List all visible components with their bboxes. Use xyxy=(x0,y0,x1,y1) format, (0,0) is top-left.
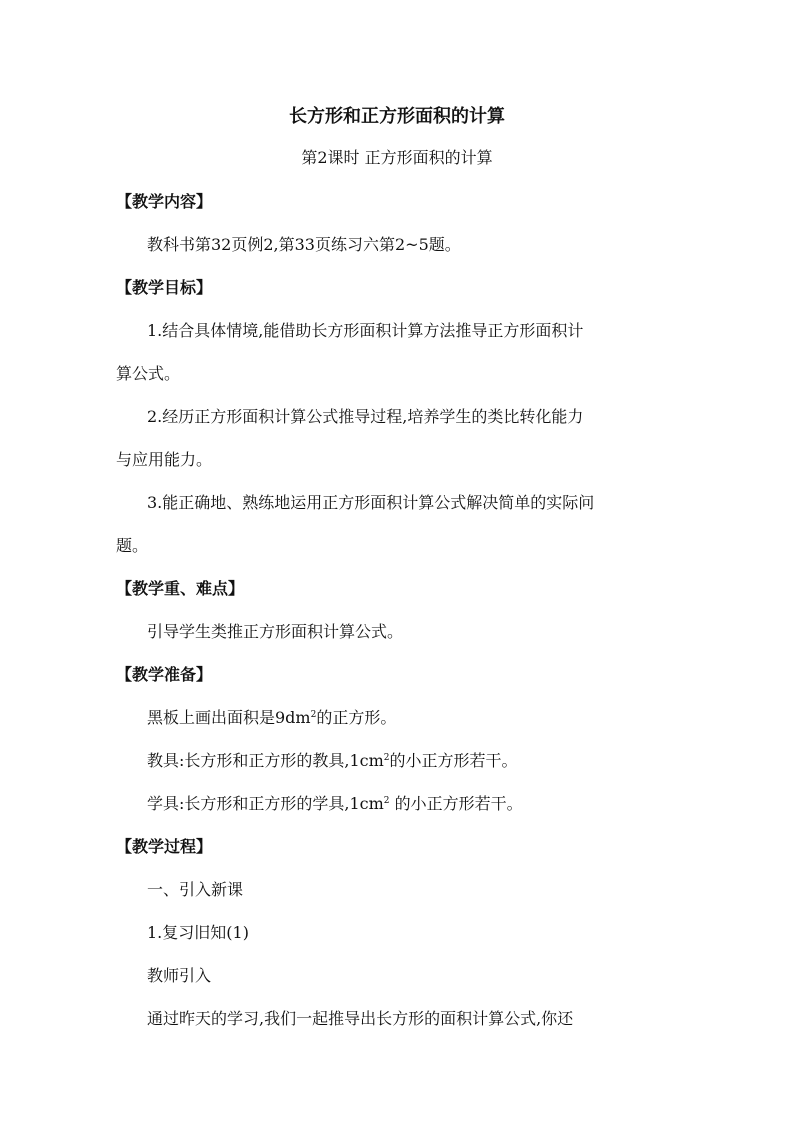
preparation-item-1 xyxy=(147,707,396,729)
preparation-heading: 【教学准备】 xyxy=(116,665,213,684)
lesson-subtitle: 第2课时 正方形面积的计算 xyxy=(301,148,493,167)
preparation-item-2-text-b: 的小正方形若干。 xyxy=(389,751,518,770)
content-text: 教科书第32页例2,第33页练习六第2~5题。 xyxy=(147,235,461,254)
preparation-item-3 xyxy=(147,793,523,815)
preparation-item-1-text-a: 黑板上画出面积是9dm xyxy=(147,708,311,727)
process-heading: 【教学过程】 xyxy=(116,837,213,856)
goal-1-line-2: 算公式。 xyxy=(116,364,181,383)
preparation-item-1-text-b: 的正方形。 xyxy=(316,708,397,727)
process-step-1: 一、引入新课 xyxy=(147,880,244,899)
key-points-text: 引导学生类推正方形面积计算公式。 xyxy=(147,622,404,641)
content-heading: 【教学内容】 xyxy=(116,192,213,211)
goals-heading: 【教学目标】 xyxy=(116,278,213,297)
goal-1-line-1: 1.结合具体情境,能借助长方形面积计算方法推导正方形面积计 xyxy=(147,321,584,340)
preparation-item-2-text-a: 教具:长方形和正方形的教具,1cm xyxy=(147,751,384,770)
teacher-intro: 教师引入 xyxy=(147,966,212,985)
goal-3-line-2: 题。 xyxy=(116,536,149,555)
superscript-2: 2 xyxy=(383,796,390,806)
preparation-item-3-text-b: 的小正方形若干。 xyxy=(389,794,523,813)
goal-2-line-2: 与应用能力。 xyxy=(116,450,213,469)
document-title: 长方形和正方形面积的计算 xyxy=(289,106,505,127)
process-step-1-1: 1.复习旧知(1) xyxy=(147,923,249,942)
goal-2-line-1: 2.经历正方形面积计算公式推导过程,培养学生的类比转化能力 xyxy=(147,407,584,426)
superscript-2: 2 xyxy=(383,753,390,763)
intro-paragraph: 通过昨天的学习,我们一起推导出长方形的面积计算公式,你还 xyxy=(147,1009,574,1028)
preparation-item-2 xyxy=(147,750,518,772)
goal-3-line-1: 3.能正确地、熟练地运用正方形面积计算公式解决简单的实际问 xyxy=(147,493,595,512)
preparation-item-3-text-a: 学具:长方形和正方形的学具,1cm xyxy=(147,794,384,813)
superscript-2: 2 xyxy=(310,710,317,720)
key-points-heading: 【教学重、难点】 xyxy=(116,579,245,598)
